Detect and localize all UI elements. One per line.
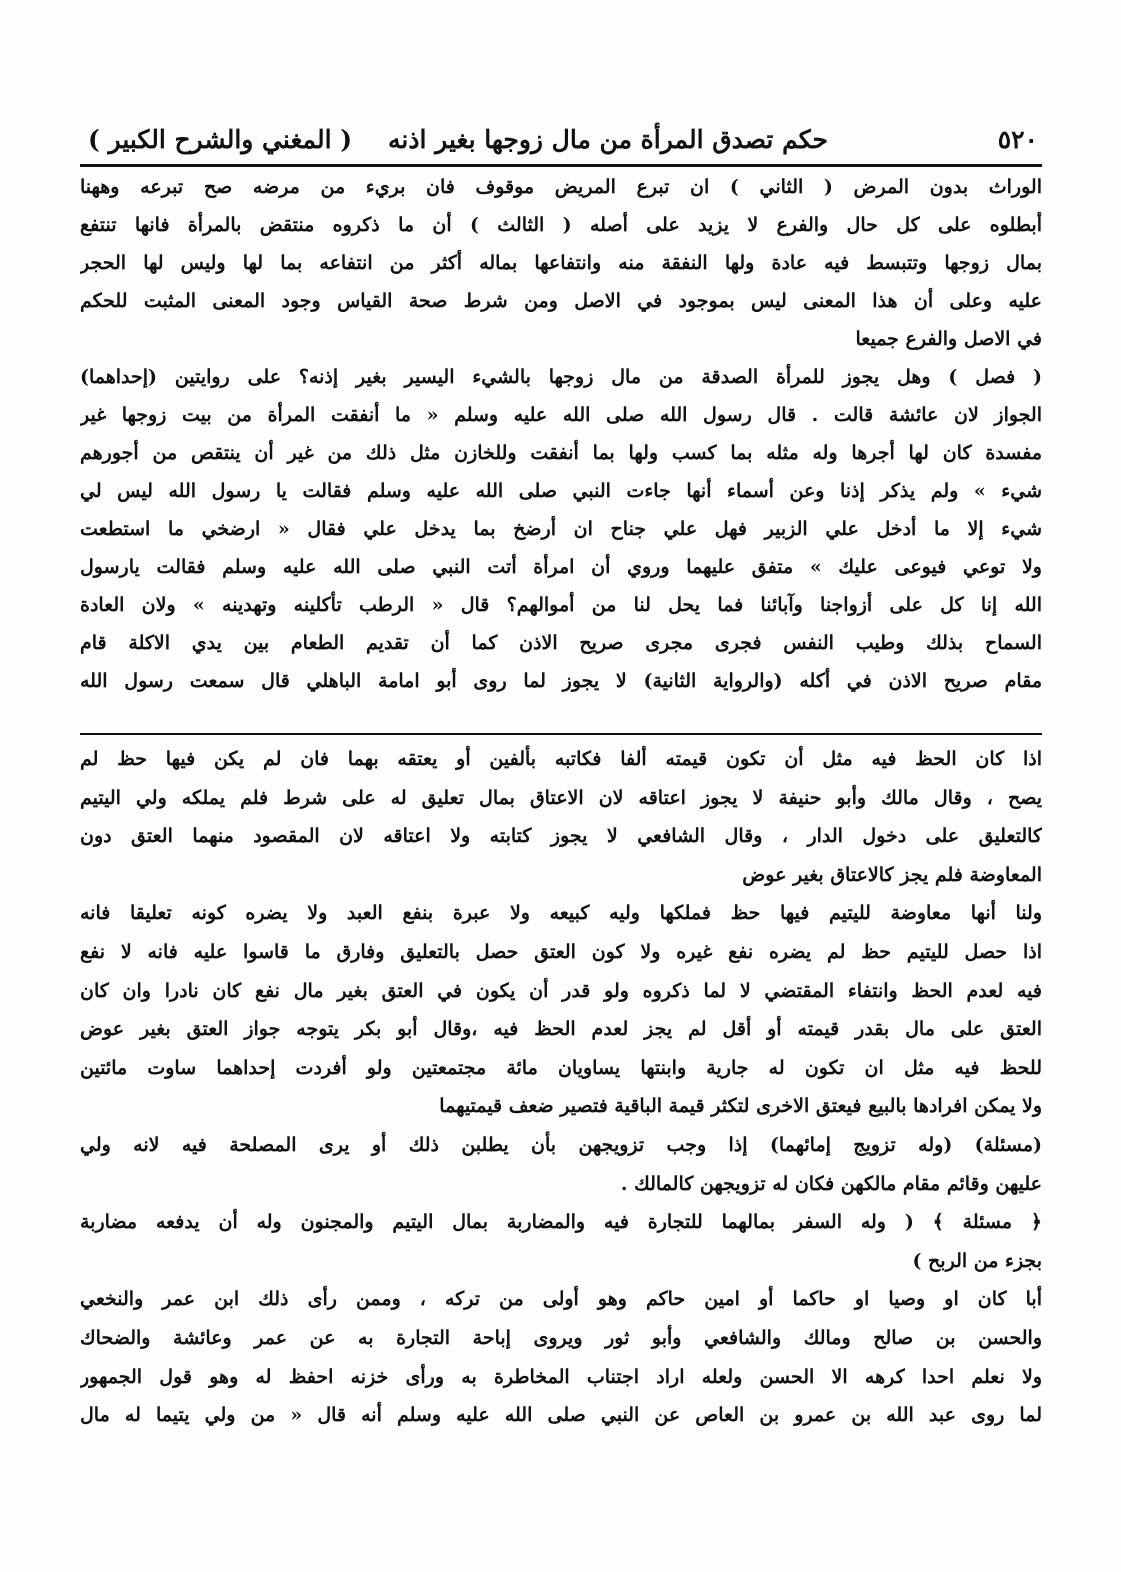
text-line: فيه لعدم الحظ وانتفاء المقتضي لا لما ذكروه ولو قدر أن يكون في العتق بغير مال نفع كان نادرا وان كان (80, 979, 1042, 1002)
section-divider (80, 733, 1042, 735)
text-line: كالتعليق على دخول الدار ، وقال الشافعي لا يجوز كتابته ولا اعتاقه لان المقصود منهما العتق دون (80, 825, 1042, 848)
text-line: أبطلوه على كل حال والفرع لا يزيد على أصله ( الثالث ) أن ما ذكروه منتقض بالمرأة فانها تنتفع (80, 214, 1042, 236)
text-line: المعاوضة فلم يجز كالاعتاق بغير عوض (742, 863, 1042, 886)
text-line: شيء » ولم يذكر إذنا وعن أسماء أنها جاءت النبي صلى الله عليه وسلم فقالت يا رسول الله ليس لي (80, 480, 1042, 502)
running-header (88, 118, 1038, 162)
text-line: بمال زوجها وتتبسط فيه عادة ولها النفقة منه وانتفاعها بماله أكثر من انتفاعه بما لها وليس لها الحجر (80, 252, 1042, 274)
text-line: عليه وعلى أن هذا المعنى ليس بموجود في الاصل ومن شرط صحة القياس وجود المعنى المثبت للحكم (80, 290, 1042, 312)
text-line: مفسدة كان لها أجرها وله مثله بما كسب ولها بما أنفقت وللخازن مثل ذلك من غير أن ينتقص من أجورهم (80, 442, 1042, 464)
text-line: الجواز لان عائشة قالت . قال رسول الله صلى الله عليه وسلم « ما أنفقت المرأة من بيت زوجها غير (80, 404, 1042, 426)
page-title: حكم تصدق المرأة من مال زوجها بغير اذنه (388, 125, 828, 154)
page-number: ٥٢٠ (997, 125, 1038, 154)
book-title: ( المغني والشرح الكبير ) (88, 125, 353, 154)
header-rule (80, 164, 1042, 167)
text-line: (مسئلة) (وله تزويج إمائهما) إذا وجب تزويجهن بأن يطلبن ذلك أو يرى المصلحة فيه لانه ولي (80, 1133, 1042, 1156)
upper-text-block (80, 168, 1042, 700)
text-line: ( فصل ) وهل يجوز للمرأة الصدقة من مال زوجها بالشيء اليسير بغير إذنه؟ على روايتين (إحداهما) (80, 366, 1042, 388)
text-line: للحظ فيه مثل ان تكون له جارية وابنتها يساويان مائة مجتمعتين ولو أفردت إحداهما ساوت مائتين (80, 1056, 1042, 1079)
text-line: ﴿ مسئلة ﴾ ( وله السفر بمالهما للتجارة فيه والمضاربة بمال اليتيم والمجنون وله أن يدفعه مضاربة (80, 1211, 1042, 1234)
text-line: أبا كان او وصيا او حاكما أو امين حاكم وهو أولى من تركه ، وممن رأى ذلك ابن عمر والنخعي (80, 1288, 1042, 1311)
text-line: شيء إلا ما أدخل علي الزبير فهل علي جناح ان أرضخ بما يدخل علي فقال « ارضخي ما استطعت (80, 518, 1042, 540)
text-line: اذا كان الحظ فيه مثل أن تكون قيمته ألفا فكاتبه بألفين أو يعتقه بهما فان لم يكن فيها حظ لم (80, 748, 1042, 770)
text-line: والحسن بن صالح ومالك والشافعي وأبو ثور ويروى إباحة التجارة به عن عمر وعائشة والضحاك (80, 1326, 1042, 1349)
text-line: اذا حصل لليتيم حظ لم يضره نفع غيره ولا كون العتق حصل بالتعليق وفارق ما قاسوا عليه فانه لا نفع (80, 940, 1042, 963)
text-line: ولا توعي فيوعى عليك » متفق عليهما وروي أن امرأة أتت النبي صلى الله عليه وسلم فقالت يارسول (80, 556, 1042, 578)
text-line: في الاصل والفرع جميعا (855, 328, 1042, 350)
text-line: الله إنا كل على أزواجنا وآبائنا فما يحل لنا من أموالهم؟ قال « الرطب تأكلينه وتهدينه » ولان العادة (80, 594, 1042, 616)
text-line: لما روى عبد الله بن عمرو بن العاص عن النبي صلى الله عليه وسلم أنه قال « من ولي يتيما له مال (80, 1404, 1042, 1427)
text-line: السماح بذلك وطيب النفس فجرى مجرى صريح الاذن كما أن تقديم الطعام بين يدي الاكلة قام (80, 632, 1042, 654)
text-line: الوراث بدون المرض ( الثاني ) ان تبرع المريض موقوف فان بريء من مرضه صح تبرعه وههنا (80, 176, 1042, 198)
lower-text-block (80, 740, 1042, 1435)
text-line: ولا نعلم احدا كرهه الا الحسن ولعله اراد اجتناب المخاطرة به ورأى خزنه احفظ له وهو قول الجمهور (80, 1365, 1042, 1388)
text-line: يصح ، وقال مالك وأبو حنيفة لا يجوز اعتاقه لان الاعتاق بمال تعليق له على شرط فلم يملكه ولي اليتيم (80, 786, 1042, 809)
text-line: العتق على مال بقدر قيمته أو أقل لم يجز لعدم الحظ فيه ،وقال أبو بكر يتوجه جواز العتق بغير عوض (80, 1018, 1042, 1041)
text-line: ولنا أنها معاوضة لليتيم فيها حظ فملكها وليه كبيعه ولا عبرة بنفع العبد ولا يضره كونه تعليقا فانه (80, 902, 1042, 925)
text-line: بجزء من الربح ) (912, 1249, 1042, 1272)
text-line: عليهن وقائم مقام مالكهن فكان له تزويجهن كالمالك . (620, 1172, 1042, 1195)
text-line: مقام صريح الاذن في أكله (والرواية الثانية) لا يجوز لما روى أبو امامة الباهلي قال سمعت رسول الله (80, 670, 1042, 692)
text-line: ولا يمكن افرادها بالبيع فيعتق الاخرى لتكثر قيمة الباقية فتصير ضعف قيمتيهما (439, 1095, 1042, 1118)
